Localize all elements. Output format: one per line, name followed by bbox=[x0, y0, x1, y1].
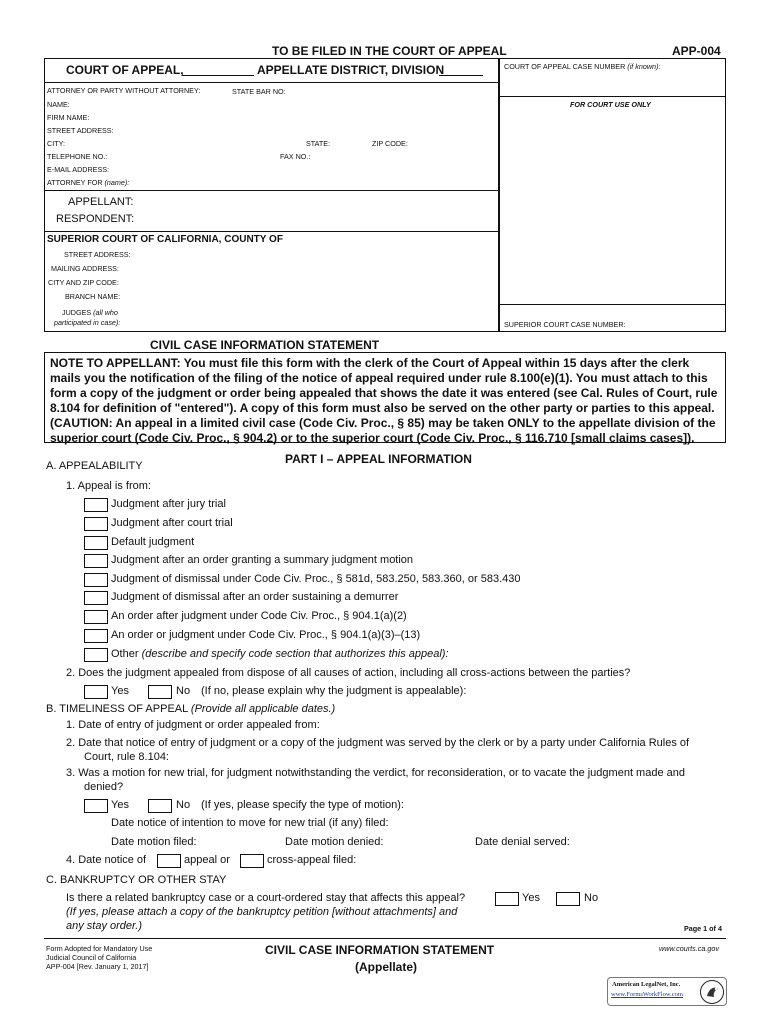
b-q2-cont: Court, rule 8.104: bbox=[84, 751, 169, 763]
b-yes-label: Yes bbox=[111, 799, 129, 811]
firm-name-label: FIRM NAME: bbox=[47, 113, 90, 122]
superior-case-number-label: SUPERIOR COURT CASE NUMBER: bbox=[504, 320, 626, 329]
note-to-appellant: NOTE TO APPELLANT: You must file this form with the clerk of the Court of Appeal within 15 days after the clerk mails you the notification of the filing of the notice of appeal required under rule 8.100(e)(1). You must attach to this form a copy of the judgment or order being appealed that shows the date it was entered (see Cal. Rules of Court, rule 8.104 for definition of "entered"). A copy of this form must also be served on the other party or parties to this appeal. (CAUTION: An appeal in a limited civil case (Code Civ. Proc., § 85) may be taken ONLY to the appellate division of the superior court (Code Civ. Proc., § 904.2) or to the superior court (Code Civ. Proc., § 116.710 [small claims cases]). bbox=[50, 356, 718, 445]
zip-label: ZIP CODE: bbox=[372, 139, 408, 148]
email-label: E-MAIL ADDRESS: bbox=[47, 165, 110, 174]
appeal-checkbox[interactable] bbox=[157, 854, 181, 868]
city-label: CITY: bbox=[47, 139, 65, 148]
c-question: Is there a related bankruptcy case or a court-ordered stay that affects this appeal? bbox=[66, 892, 466, 904]
option-label: Judgment after court trial bbox=[111, 517, 233, 529]
caption-box bbox=[44, 58, 499, 332]
adopted-line-1: Form Adopted for Mandatory Use bbox=[46, 944, 153, 953]
c-note-2: any stay order.) bbox=[66, 920, 143, 932]
publisher-name: American LegalNet, Inc. bbox=[612, 981, 681, 988]
motion-denied-label: Date motion denied: bbox=[285, 836, 384, 848]
q2-no-label: No bbox=[176, 685, 191, 697]
b-q3: 3. Was a motion for new trial, for judgment notwithstanding the verdict, for reconsideration, or to vacate the judgment made and bbox=[66, 767, 685, 779]
option-label: An order after judgment under Code Civ. Proc., § 904.1(a)(2) bbox=[111, 610, 407, 622]
judges-label: JUDGES (all who bbox=[62, 308, 118, 317]
c-note-1: (If yes, please attach a copy of the bankruptcy petition [without attachments] and bbox=[66, 906, 458, 918]
superior-street-label: STREET ADDRESS: bbox=[64, 250, 131, 259]
appeal-or-label: appeal or bbox=[184, 854, 230, 866]
option-checkbox[interactable] bbox=[84, 517, 108, 531]
case-number-rule bbox=[499, 96, 726, 97]
adopted-line-3: APP-004 [Rev. January 1, 2017] bbox=[46, 962, 149, 971]
b-q2: 2. Date that notice of entry of judgment or a copy of the judgment was served by the clerk or by a party under California Rules of bbox=[66, 737, 690, 749]
respondent-label: RESPONDENT: bbox=[56, 213, 135, 225]
option-checkbox[interactable] bbox=[84, 498, 108, 512]
section-b-title: B. TIMELINESS OF APPEAL (Provide all applicable dates.) bbox=[46, 703, 336, 715]
court-of-appeal-label: COURT OF APPEAL, bbox=[66, 63, 184, 77]
section-c-title: C. BANKRUPTCY OR OTHER STAY bbox=[46, 874, 227, 886]
motion-filed-label: Date motion filed: bbox=[111, 836, 197, 848]
b-q3-cont: denied? bbox=[84, 781, 124, 793]
c-yes-label: Yes bbox=[522, 892, 540, 904]
fax-label: FAX NO.: bbox=[280, 152, 311, 161]
footer-subtitle: (Appellate) bbox=[355, 960, 418, 974]
publisher-logo-icon bbox=[700, 980, 724, 1004]
option-label: An order or judgment under Code Civ. Proc., § 904.1(a)(3)–(13) bbox=[111, 629, 421, 641]
district-label: APPELLATE DISTRICT, DIVISION bbox=[257, 63, 445, 77]
b-yes-checkbox[interactable] bbox=[84, 799, 108, 813]
caption-rule-3 bbox=[44, 231, 499, 232]
division-blank[interactable] bbox=[439, 75, 483, 76]
denial-served-label: Date denial served: bbox=[475, 836, 570, 848]
option-checkbox[interactable] bbox=[84, 629, 108, 643]
attorney-for-label: ATTORNEY FOR (name): bbox=[47, 178, 130, 187]
other-checkbox[interactable] bbox=[84, 648, 108, 662]
telephone-label: TELEPHONE NO.: bbox=[47, 152, 108, 161]
option-checkbox[interactable] bbox=[84, 591, 108, 605]
state-label: STATE: bbox=[306, 139, 331, 148]
footer-title: CIVIL CASE INFORMATION STATEMENT bbox=[265, 943, 495, 957]
name-label: NAME: bbox=[47, 100, 70, 109]
district-number-blank[interactable] bbox=[182, 75, 254, 76]
appeal-is-from: 1. Appeal is from: bbox=[66, 480, 151, 492]
branch-name-label: BRANCH NAME: bbox=[65, 292, 121, 301]
courts-website[interactable]: www.courts.ca.gov bbox=[659, 944, 719, 953]
superior-city-zip-label: CITY AND ZIP CODE: bbox=[48, 278, 119, 287]
intention-date-label: Date notice of intention to move for new trial (if any) filed: bbox=[111, 817, 389, 829]
appellant-label: APPELLANT: bbox=[68, 196, 134, 208]
q2-note: (If no, please explain why the judgment is appealable): bbox=[201, 685, 467, 697]
q2-yes-label: Yes bbox=[111, 685, 129, 697]
caption-rule-1 bbox=[44, 82, 499, 83]
cross-appeal-label: cross-appeal filed: bbox=[267, 854, 357, 866]
superior-court-title: SUPERIOR COURT OF CALIFORNIA, COUNTY OF bbox=[47, 234, 283, 245]
option-label: Judgment of dismissal after an order sustaining a demurrer bbox=[111, 591, 399, 603]
option-checkbox[interactable] bbox=[84, 610, 108, 624]
option-label: Judgment after jury trial bbox=[111, 498, 226, 510]
option-checkbox[interactable] bbox=[84, 554, 108, 568]
c-no-checkbox[interactable] bbox=[556, 892, 580, 906]
q2-no-checkbox[interactable] bbox=[148, 685, 172, 699]
b-no-label: No bbox=[176, 799, 191, 811]
judges-note: participated in case): bbox=[54, 318, 121, 327]
c-yes-checkbox[interactable] bbox=[495, 892, 519, 906]
option-checkbox[interactable] bbox=[84, 573, 108, 587]
b-q4: 4. Date notice of bbox=[66, 854, 147, 866]
superior-mailing-label: MAILING ADDRESS: bbox=[51, 264, 119, 273]
adopted-line-2: Judicial Council of California bbox=[46, 953, 137, 962]
state-bar-label: STATE BAR NO: bbox=[232, 87, 286, 96]
page-number: Page 1 of 4 bbox=[684, 924, 722, 933]
c-no-label: No bbox=[584, 892, 599, 904]
caption-rule-2 bbox=[44, 190, 499, 191]
b-no-checkbox[interactable] bbox=[148, 799, 172, 813]
other-label: Other (describe and specify code section that authorizes this appeal): bbox=[111, 648, 449, 660]
option-checkbox[interactable] bbox=[84, 536, 108, 550]
q2-dispose: 2. Does the judgment appealed from dispose of all causes of action, including all cross-actions between the parties? bbox=[66, 667, 631, 679]
option-label: Judgment of dismissal under Code Civ. Proc., § 581d, 583.250, 583.360, or 583.430 bbox=[111, 573, 521, 585]
case-number-label: COURT OF APPEAL CASE NUMBER (if known): bbox=[504, 62, 661, 71]
section-a-title: A. APPEALABILITY bbox=[46, 460, 143, 472]
publisher-url[interactable]: www.FormsWorkFlow.com bbox=[611, 991, 683, 998]
part1-heading: PART I – APPEAL INFORMATION bbox=[285, 452, 472, 466]
court-use-rule bbox=[499, 304, 726, 305]
option-label: Default judgment bbox=[111, 536, 195, 548]
attorney-title: ATTORNEY OR PARTY WITHOUT ATTORNEY: bbox=[47, 86, 201, 95]
cross-appeal-checkbox[interactable] bbox=[240, 854, 264, 868]
b-q3-note: (If yes, please specify the type of motion): bbox=[201, 799, 404, 811]
footer-rule bbox=[44, 938, 726, 939]
option-label: Judgment after an order granting a summary judgment motion bbox=[111, 554, 414, 566]
b-q1: 1. Date of entry of judgment or order appealed from: bbox=[66, 719, 320, 731]
filing-instruction: TO BE FILED IN THE COURT OF APPEAL bbox=[272, 44, 507, 58]
form-title: CIVIL CASE INFORMATION STATEMENT bbox=[150, 338, 380, 352]
court-use-label: FOR COURT USE ONLY bbox=[570, 100, 651, 109]
street-address-label: STREET ADDRESS: bbox=[47, 126, 114, 135]
q2-yes-checkbox[interactable] bbox=[84, 685, 108, 699]
form-code: APP-004 bbox=[672, 44, 721, 58]
